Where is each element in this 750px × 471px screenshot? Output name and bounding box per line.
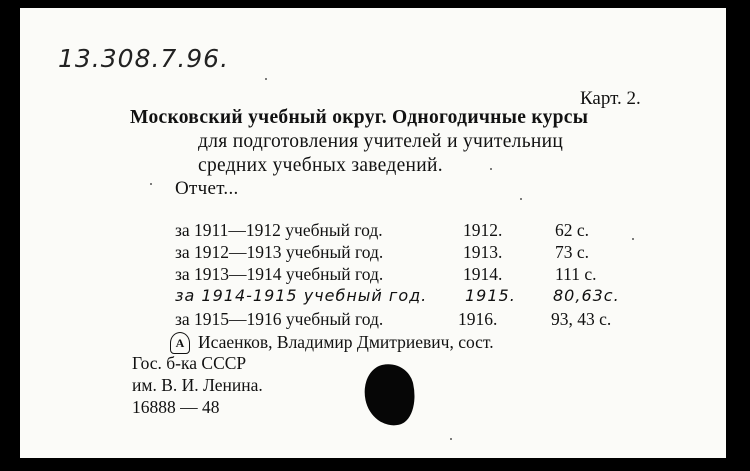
- ink-blot: [359, 359, 421, 430]
- card-number: Карт. 2.: [580, 88, 641, 109]
- report-row-handwritten: [175, 286, 655, 308]
- title-line-3: средних учебных заведений.: [198, 155, 443, 176]
- report-year: 1916.: [458, 309, 498, 329]
- report-pages: 62 с.: [555, 220, 590, 240]
- speck: [520, 198, 522, 200]
- report-pages: 93, 43 с.: [551, 309, 612, 329]
- report-row: [175, 309, 655, 331]
- author-name: Исаенков, Владимир Дмитриевич, сост.: [198, 332, 494, 352]
- library-line-3: 16888 — 48: [132, 397, 220, 417]
- report-year: 1914.: [463, 264, 503, 284]
- library-line-1: Гос. б-ка СССР: [132, 353, 247, 373]
- title-line-2: для подготовления учителей и учительниц: [198, 131, 564, 152]
- report-period: за 1914-1915 учебный год.: [175, 286, 428, 305]
- speck: [265, 78, 267, 80]
- speck: [490, 168, 492, 170]
- report-pages: 73 с.: [555, 242, 590, 262]
- catalog-card: [20, 8, 726, 458]
- report-year: 1913.: [463, 242, 503, 262]
- report-period: за 1911—1912 учебный год.: [175, 220, 383, 240]
- report-row: [175, 220, 655, 242]
- report-year: 1915.: [465, 286, 516, 305]
- speck: [450, 438, 452, 440]
- report-pages: 80,63с.: [553, 286, 620, 305]
- call-number: 13.308.7.96.: [58, 44, 230, 73]
- author-line: [170, 332, 570, 354]
- report-period: за 1915—1916 учебный год.: [175, 309, 384, 329]
- report-pages: 111 с.: [555, 264, 597, 284]
- report-period: за 1912—1913 учебный год.: [175, 242, 384, 262]
- library-line-2: им. В. И. Ленина.: [132, 375, 263, 395]
- author-mark-icon: А: [170, 332, 190, 354]
- report-row: [175, 264, 655, 286]
- speck: [632, 238, 634, 240]
- title-line-1: Московский учебный округ. Одногодичные курсы: [130, 107, 589, 128]
- report-period: за 1913—1914 учебный год.: [175, 264, 384, 284]
- report-year: 1912.: [463, 220, 503, 240]
- report-row: [175, 242, 655, 264]
- speck: [150, 183, 152, 185]
- title-line-4: Отчет...: [175, 178, 239, 199]
